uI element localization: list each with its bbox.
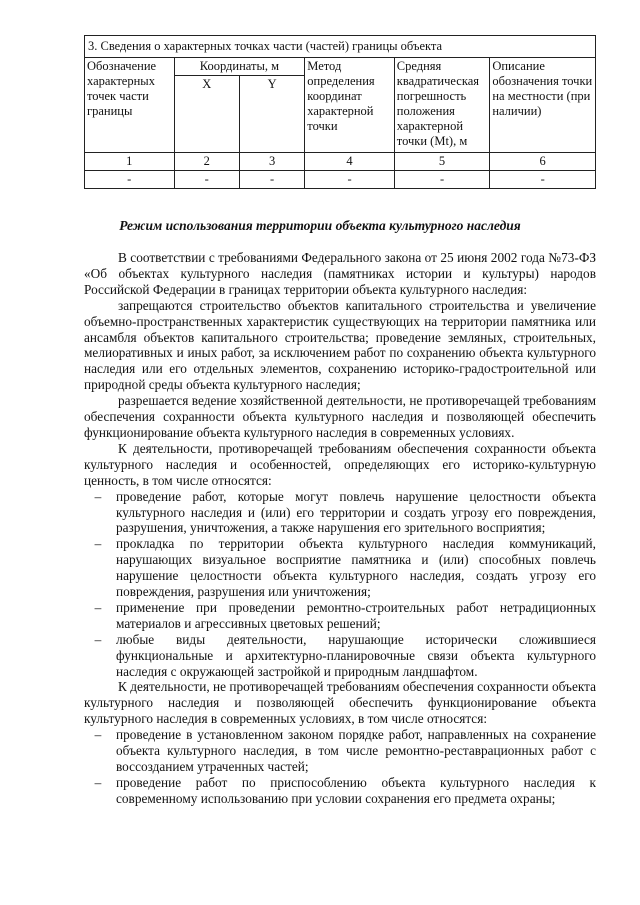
column-number: 1 [85,153,175,171]
allowed-activities-list [84,727,596,807]
boundary-points-table [84,35,596,189]
section-title: Режим использования территории объекта культурного наследия [119,218,521,233]
dash-marker: – [94,488,102,504]
paragraph-permitted: разрешается ведение хозяйственной деятельности, не противоречащей требованиям обеспечения сохранности объекта культурного наследия и позволяющей обеспечить функционирование объекта культурного наследия в современных условиях. [84,393,596,440]
dash-marker: – [94,631,102,647]
header-method: Метод определения координат характерной точки [305,58,395,153]
column-number: 4 [305,153,395,171]
list-item: – любые виды деятельности, нарушающие исторически сложившиеся функциональные и архитектурно-планировочные связи объекта культурного наследия с окружающей застройкой и природным ландшафтом. [84,632,596,680]
table-caption: 3. Сведения о характерных точках части (частей) границы объекта [85,36,596,58]
header-designation: Обозначение характерных точек части границы [85,58,175,153]
header-error: Средняя квадратическая погрешность положения характерной точки (Mt), м [394,58,490,153]
paragraph-prohibited: запрещаются строительство объектов капитального строительства и увеличение объемно-пространственных характеристик существующих на территории памятника или ансамбля объектов капитального строительства; проведение земляных, строительных, мелиоративных и иных работ, за исключением работ по сохранению объекта культурного наследия или его отдельных элементов, сохранению историко-градостроительной или природной среды объекта культурного наследия; [84,297,596,393]
list-item: – проведение работ, которые могут повлечь нарушение целостности объекта культурного наследия и (или) его территории и создать угрозу его повреждения, разрушения, уничтожения, а также нарушения его зрительного восприятия; [84,489,596,537]
header-x: X [174,76,239,153]
table-cell: - [85,171,175,189]
table-cell: - [305,171,395,189]
dash-marker: – [94,774,102,790]
paragraph-intro: В соответствии с требованиями Федерального закона от 25 июня 2002 года №73-ФЗ «Об объектах культурного наследия (памятниках истории и культуры) народов Российской Федерации в границах территории объекта культурного наследия: [84,250,596,297]
column-number: 6 [490,153,596,171]
table-cell: - [490,171,596,189]
table-cell: - [174,171,239,189]
list-item: – проведение в установленном законом порядке работ, направленных на сохранение объекта культурного наследия, в том числе ремонтно-реставрационных работ с воссозданием утраченных частей; [84,727,596,775]
body-text [84,250,596,807]
header-coordinates: Координаты, м [174,58,305,76]
list-item: – проведение работ по приспособлению объекта культурного наследия к современному использованию при условии сохранения его предмета охраны; [84,775,596,807]
list-item: – прокладка по территории объекта культурного наследия коммуникаций, нарушающих визуальное восприятие памятника и (или) способных повлечь нарушение целостности объекта культурного наследия, создать угрозу его повреждения, разрушения или уничтожения; [84,536,596,600]
paragraph-allowed-activities: К деятельности, не противоречащей требованиям обеспечения сохранности объекта культурного наследия и позволяющей обеспечить функционирование объекта культурного наследия в современных условиях, в том числе относятся: [84,679,596,727]
list-item: – применение при проведении ремонтно-строительных работ нетрадиционных материалов и агрессивных цветовых решений; [84,600,596,632]
contrary-activities-list [84,489,596,680]
dash-marker: – [94,536,102,552]
column-number: 5 [394,153,490,171]
column-number: 2 [174,153,239,171]
table-cell: - [239,171,304,189]
column-number: 3 [239,153,304,171]
dash-marker: – [94,599,102,615]
dash-marker: – [94,727,102,743]
header-description: Описание обозначения точки на местности (при наличии) [490,58,596,153]
header-y: Y [239,76,304,153]
paragraph-contrary-activities: К деятельности, противоречащей требованиям обеспечения сохранности объекта культурного наследия и особенностей, определяющих его историко-культурную ценность, в том числе относятся: [84,440,596,488]
table-cell: - [394,171,490,189]
